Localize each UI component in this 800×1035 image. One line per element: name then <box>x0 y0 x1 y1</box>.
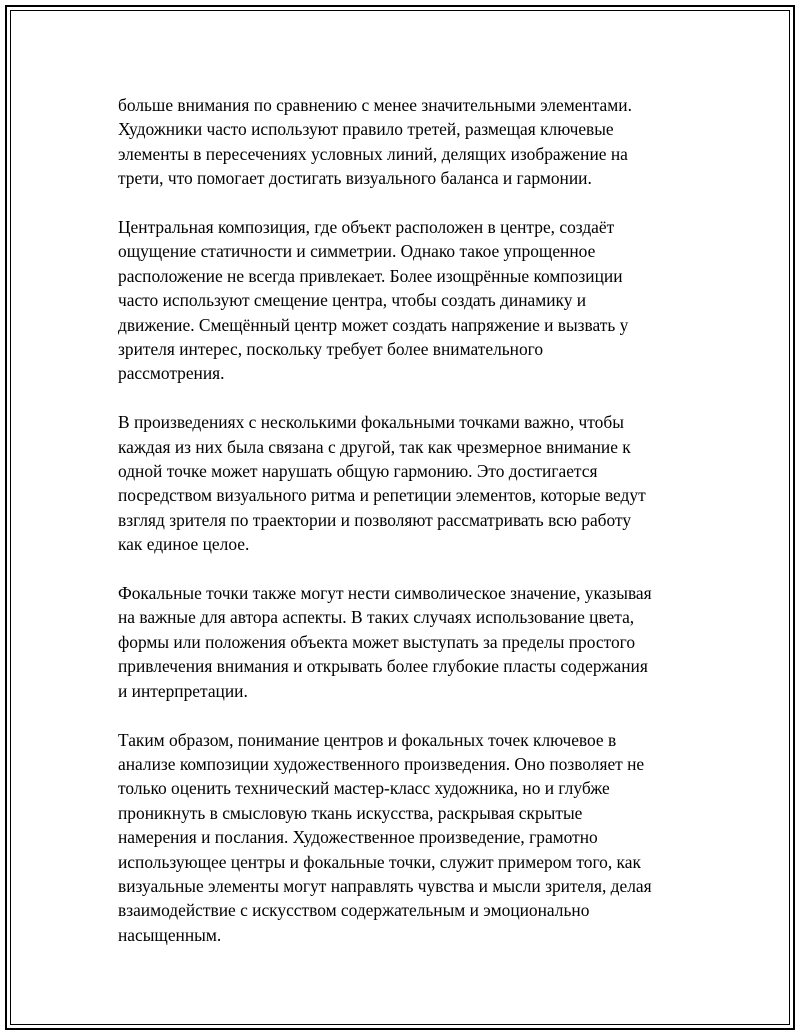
text-line: проникнуть в смысловую ткань искусства, раскрывая скрытые <box>118 802 583 823</box>
text-line: зрителя интерес, поскольку требует более внимательного <box>118 339 544 360</box>
text-line: рассмотрения. <box>118 363 225 384</box>
text-line: визуальные элементы могут направлять чувства и мысли зрителя, делая <box>118 875 652 896</box>
text-line: как единое целое. <box>118 534 250 555</box>
text-line: Фокальные точки также могут нести символическое значение, указывая <box>118 583 652 604</box>
text-line: привлечения внимания и открывать более глубокие пласты содержания <box>118 656 648 677</box>
document-body <box>118 93 698 947</box>
text-line: каждая из них была связана с другой, так как чрезмерное внимание к <box>118 436 631 457</box>
text-line: использующее центры и фокальные точки, служит примером того, как <box>118 851 641 872</box>
text-line: трети, что помогает достигать визуального баланса и гармонии. <box>118 168 592 189</box>
paragraph-5 <box>118 728 698 948</box>
text-line: элементы в пересечениях условных линий, делящих изображение на <box>118 143 628 164</box>
text-line: посредством визуального ритма и репетиции элементов, которые ведут <box>118 485 646 506</box>
text-line: Центральная композиция, где объект расположен в центре, создаёт <box>118 217 615 238</box>
text-line: на важные для автора аспекты. В таких случаях использование цвета, <box>118 607 635 628</box>
text-line: и интерпретации. <box>118 680 248 701</box>
paragraph-2 <box>118 215 698 386</box>
text-line: движение. Смещённый центр может создать напряжение и вызвать у <box>118 314 629 335</box>
text-line: Таким образом, понимание центров и фокальных точек ключевое в <box>118 729 617 750</box>
text-line: формы или положения объекта может выступать за пределы простого <box>118 631 636 652</box>
text-line: расположение не всегда привлекает. Более изощрённые композиции <box>118 265 623 286</box>
text-line: одной точке может нарушать общую гармонию. Это достигается <box>118 461 598 482</box>
text-line: В произведениях с несколькими фокальными точками важно, чтобы <box>118 412 624 433</box>
text-line: намерения и послания. Художественное произведение, грамотно <box>118 827 598 848</box>
text-line: насыщенным. <box>118 924 222 945</box>
text-line: Художники часто используют правило третей, размещая ключевые <box>118 119 614 140</box>
text-line: часто используют смещение центра, чтобы создать динамику и <box>118 290 587 311</box>
paragraph-3 <box>118 410 698 556</box>
text-line: ощущение статичности и симметрии. Однако такое упрощенное <box>118 241 596 262</box>
text-line: только оценить технический мастер-класс художника, но и глубже <box>118 778 610 799</box>
text-line: больше внимания по сравнению с менее значительными элементами. <box>118 95 632 115</box>
text-line: взгляд зрителя по траектории и позволяют рассматривать всю работу <box>118 509 632 530</box>
paragraph-1 <box>118 93 698 191</box>
text-line: взаимодействие с искусством содержательным и эмоционально <box>118 900 590 921</box>
text-line: анализе композиции художественного произведения. Оно позволяет не <box>118 753 645 774</box>
paragraph-4 <box>118 581 698 703</box>
